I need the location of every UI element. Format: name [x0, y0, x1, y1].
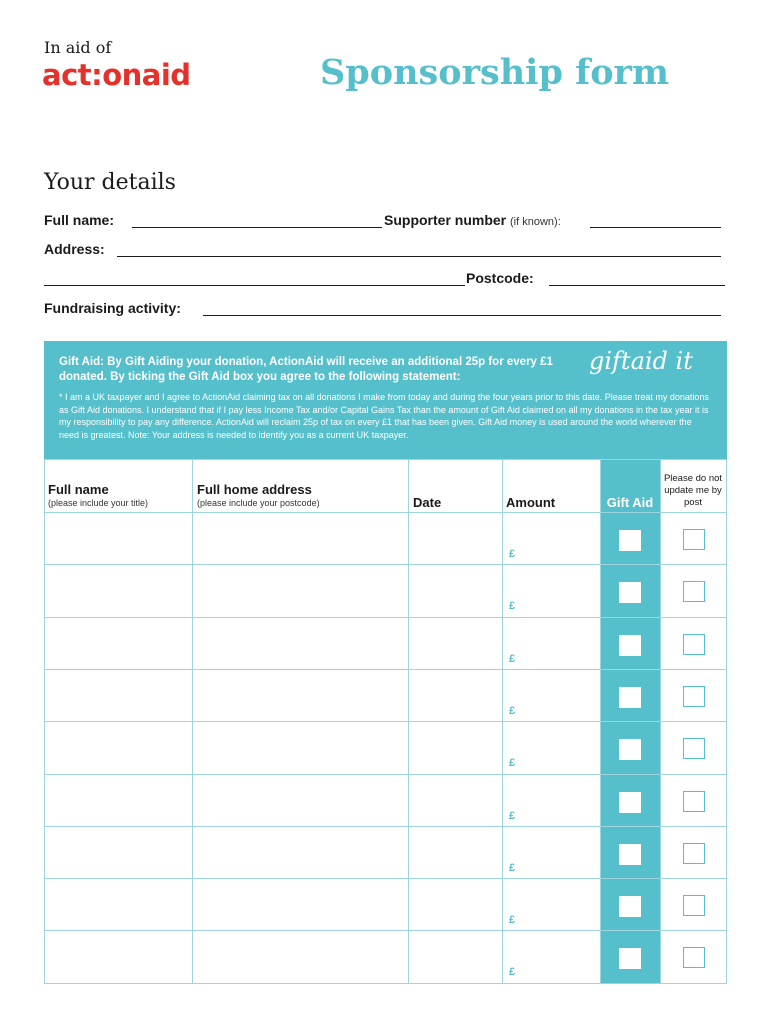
no-post-checkbox[interactable] — [683, 895, 705, 916]
supporter-number-hint: (if known): — [510, 216, 561, 228]
amount-currency: £ — [509, 966, 516, 979]
no-post-checkbox[interactable] — [683, 947, 705, 968]
supporter-number-label-text: Supporter number — [384, 212, 507, 228]
table-row — [45, 617, 726, 669]
header-no-post: Please do not update me by post — [663, 473, 723, 508]
gift-aid-panel — [44, 341, 727, 459]
gift-aid-checkbox[interactable] — [619, 687, 641, 708]
sponsors-table — [44, 459, 727, 984]
gift-aid-checkbox[interactable] — [619, 582, 641, 603]
gift-aid-checkbox[interactable] — [619, 844, 641, 865]
gift-aid-it-logo: giftaid it — [589, 347, 693, 375]
no-post-checkbox[interactable] — [683, 529, 705, 550]
gift-aid-checkbox[interactable] — [619, 896, 641, 917]
no-post-checkbox[interactable] — [683, 791, 705, 812]
amount-currency: £ — [509, 548, 516, 560]
gift-aid-checkbox[interactable] — [619, 635, 641, 656]
supporter-number-label — [384, 212, 561, 228]
no-post-checkbox[interactable] — [683, 634, 705, 655]
address-field-line-1[interactable] — [117, 256, 721, 257]
header-amount: Amount — [506, 495, 556, 510]
header-full-name: Full name — [48, 482, 109, 497]
no-post-checkbox[interactable] — [683, 686, 705, 707]
no-post-checkbox[interactable] — [683, 738, 705, 759]
amount-currency: £ — [509, 600, 516, 613]
full-name-field[interactable] — [132, 227, 382, 228]
supporter-number-field[interactable] — [590, 227, 721, 228]
header-gift-aid: Gift Aid — [606, 495, 654, 510]
fundraising-activity-field[interactable] — [203, 315, 721, 316]
table-row — [45, 512, 726, 564]
amount-currency: £ — [509, 652, 516, 665]
postcode-field[interactable] — [549, 285, 725, 286]
table-row — [45, 826, 726, 878]
table-row — [45, 774, 726, 826]
amount-currency: £ — [509, 757, 516, 770]
gift-aid-heading: Gift Aid: By Gift Aiding your donation, ActionAid will receive an additional 25p for every £1 donated. By ticking the Gift Aid box you agree to the following statement: — [59, 356, 553, 383]
no-post-checkbox[interactable] — [683, 843, 705, 864]
in-aid-of-text: In aid of — [44, 38, 112, 57]
fundraising-activity-label: Fundraising activity: — [44, 300, 181, 316]
page-title: Sponsorship form — [320, 52, 670, 93]
full-name-label: Full name: — [44, 212, 115, 228]
table-row — [45, 930, 726, 982]
header-full-name-hint: (please include your title) — [48, 498, 149, 508]
gift-aid-checkbox[interactable] — [619, 792, 641, 813]
header-address-hint: (please include your postcode) — [197, 498, 320, 508]
amount-currency: £ — [509, 914, 516, 927]
no-post-checkbox[interactable] — [683, 581, 705, 602]
address-label: Address: — [44, 241, 105, 257]
address-field-line-2[interactable] — [44, 285, 465, 286]
gift-aid-checkbox[interactable] — [619, 948, 641, 969]
amount-currency: £ — [509, 704, 516, 717]
gift-aid-statement: * I am a UK taxpayer and I agree to ActionAid claiming tax on all donations I make from today and during the four years prior to this date. Please treat my donations as Gift Aid donations. I understand that if I pay less Income Tax and/or Capital Gains Tax than the amount of Gift Aid claimed on all my donations in the tax year it is my responsibility to pay any difference. ActionAid will reclaim 25p of tax on every £1 that has been given. Gift Aid money is used around the world wherever the need is greatest. Note: Your address is needed to identify you as a current UK taxpayer. — [59, 392, 709, 440]
table-row — [45, 669, 726, 721]
table-row — [45, 878, 726, 930]
postcode-label: Postcode: — [466, 270, 534, 286]
gift-aid-checkbox[interactable] — [619, 739, 641, 760]
header-full-home-address: Full home address — [197, 482, 312, 497]
actionaid-logo: act:onaid — [42, 58, 191, 92]
amount-currency: £ — [509, 861, 516, 874]
your-details-heading: Your details — [44, 170, 176, 195]
table-row — [45, 721, 726, 773]
gift-aid-checkbox[interactable] — [619, 530, 641, 551]
amount-currency: £ — [509, 809, 516, 822]
header-date: Date — [413, 495, 442, 510]
table-row — [45, 564, 726, 616]
